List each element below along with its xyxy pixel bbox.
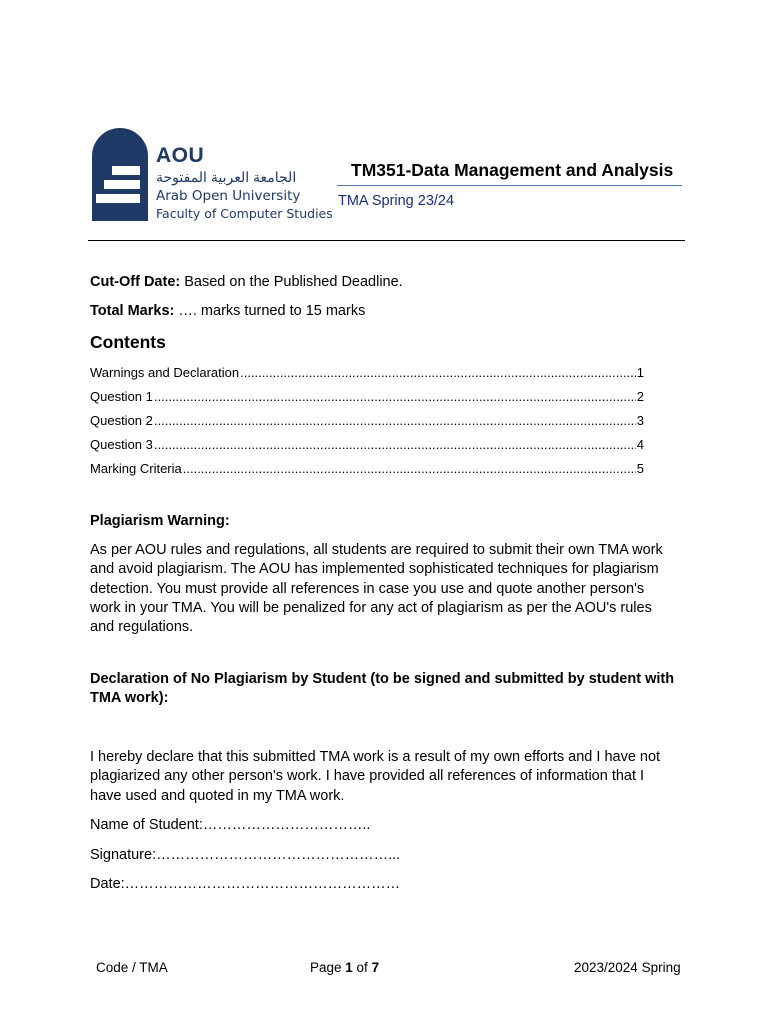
footer-page-prefix: Page <box>310 960 346 975</box>
plagiarism-warning-heading: Plagiarism Warning: <box>90 513 230 529</box>
title-divider <box>337 185 682 186</box>
total-marks-value: …. marks turned to 15 marks <box>174 303 366 319</box>
contents-heading: Contents <box>90 332 166 352</box>
aou-logo-mark-icon <box>90 124 150 222</box>
student-name-field: Name of Student:…………………………….. <box>90 817 371 833</box>
signature-field: Signature:…………………………………………... <box>90 847 401 863</box>
date-field: Date:………………………………………………… <box>90 876 401 892</box>
cutoff-date-line <box>90 274 403 290</box>
toc-entry-page: 4 <box>636 437 644 452</box>
toc-leader-dots <box>240 365 636 380</box>
course-subtitle: TMA Spring 23/24 <box>338 193 455 209</box>
toc-entry-question-3[interactable] <box>90 437 644 452</box>
header-divider <box>88 240 685 241</box>
cutoff-date-value: Based on the Published Deadline. <box>180 274 403 290</box>
toc-entry-label: Question 1 <box>90 389 153 404</box>
toc-entry-page: 2 <box>636 389 644 404</box>
footer-term: 2023/2024 Spring <box>574 960 681 975</box>
university-logo <box>90 124 333 224</box>
toc-entry-label: Marking Criteria <box>90 461 182 476</box>
toc-entry-label: Warnings and Declaration <box>90 365 240 380</box>
footer-page-total: 7 <box>371 960 380 975</box>
toc-entry-label: Question 3 <box>90 437 153 452</box>
logo-english-name: Arab Open University <box>156 188 301 204</box>
footer-page-of: of <box>352 960 372 975</box>
toc-leader-dots <box>154 389 636 404</box>
plagiarism-warning-text: As per AOU rules and regulations, all students are required to submit their own TMA work and avoid plagiarism. The AOU has implemented sophisticated techniques for plagiarism detection. You must provide all references in case you use and quote another person's work in your TMA. You will be penalized for any act of plagiarism as per the AOU's rules and regulations. <box>90 542 663 636</box>
footer-code: Code / TMA <box>96 960 168 975</box>
toc-entry-question-2[interactable] <box>90 413 644 428</box>
toc-entry-label: Question 2 <box>90 413 153 428</box>
logo-arabic-name: الجامعة العربية المفتوحة <box>156 169 297 185</box>
footer-page-number <box>310 960 379 975</box>
logo-faculty-name: Faculty of Computer Studies <box>156 206 333 221</box>
toc-entry-question-1[interactable] <box>90 389 644 404</box>
declaration-heading: Declaration of No Plagiarism by Student (to be signed and submitted by student with TMA work): <box>90 671 675 706</box>
toc-entry-page: 3 <box>636 413 644 428</box>
toc-leader-dots <box>154 437 636 452</box>
total-marks-line <box>90 303 365 319</box>
toc-leader-dots <box>154 413 636 428</box>
footer-page-current: 1 <box>345 960 353 975</box>
declaration-text: I hereby declare that this submitted TMA work is a result of my own efforts and I have not plagiarized any other person's work. I have provided all references of information that I have used and quoted in my TMA work. <box>90 749 661 804</box>
toc-entry-page: 1 <box>636 365 644 380</box>
logo-abbreviation: AOU <box>156 144 205 167</box>
toc-entry-marking-criteria[interactable] <box>90 461 644 476</box>
course-title: TM351-Data Management and Analysis <box>351 160 674 180</box>
cutoff-date-label: Cut-Off Date: <box>90 274 181 290</box>
toc-entry-page: 5 <box>636 461 644 476</box>
total-marks-label: Total Marks: <box>90 303 175 319</box>
toc-leader-dots <box>183 461 636 476</box>
toc-entry-warnings[interactable] <box>90 365 644 380</box>
